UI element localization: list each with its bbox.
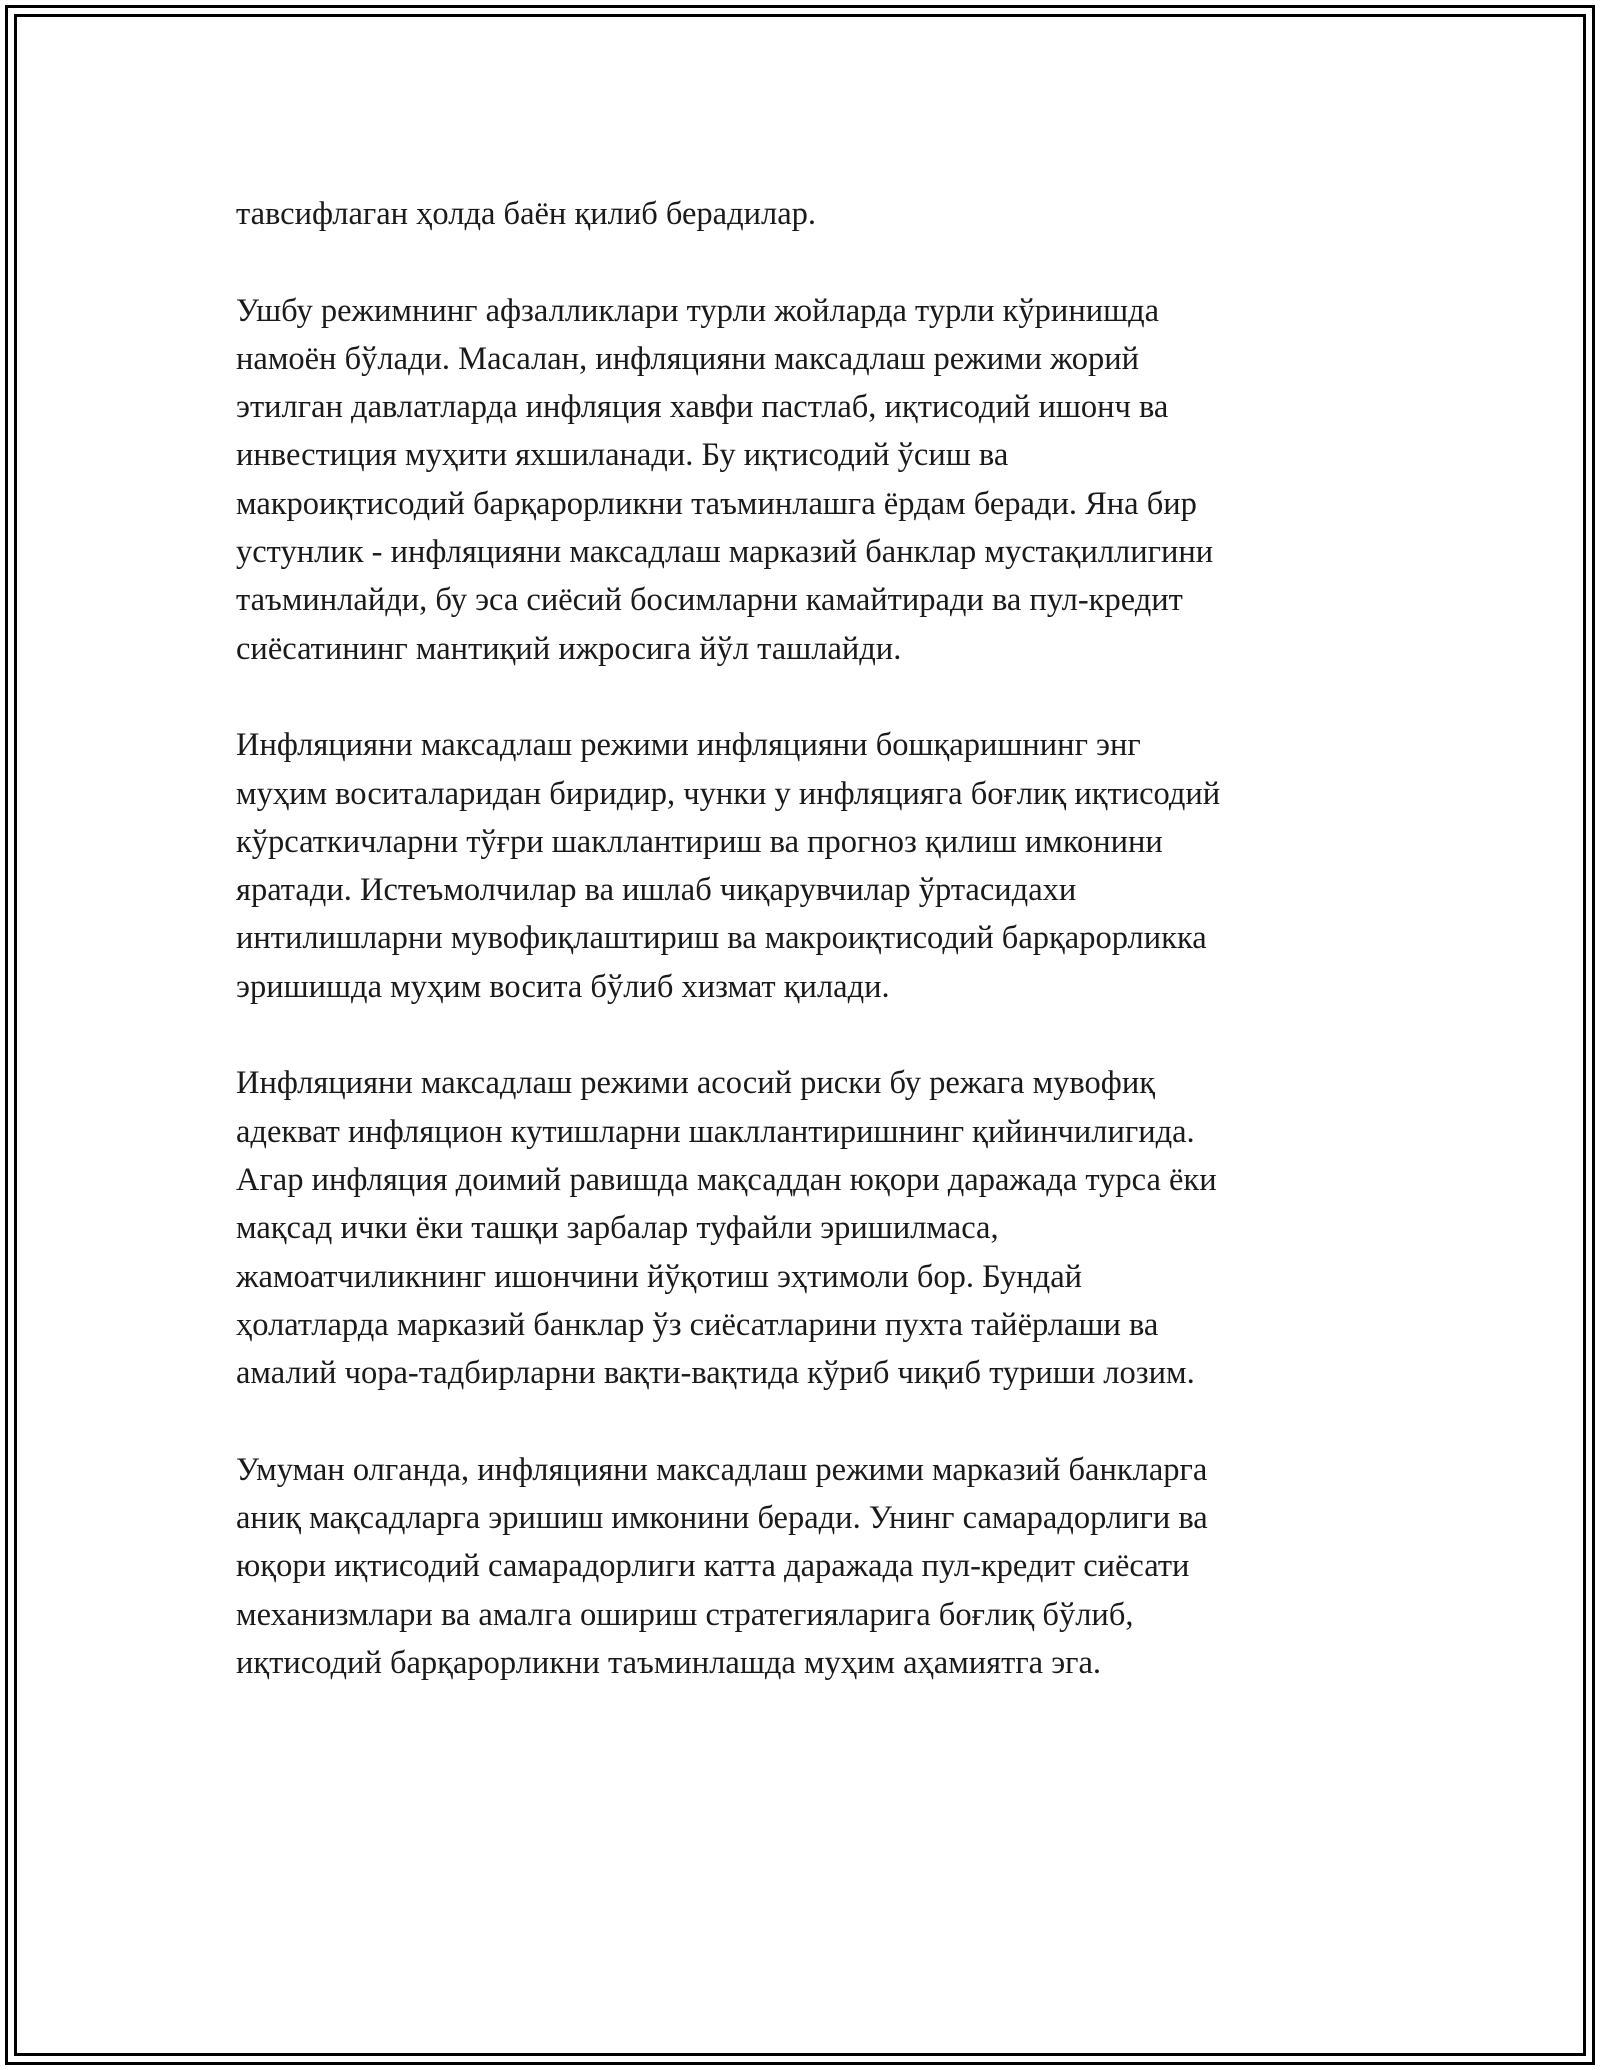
text-line: механизмлари ва амалга ошириш стратегияларига боғлиқ бўлиб, [236,1596,1134,1633]
text-line: Ушбу режимнинг афзалликлари турли жойларда турли кўринишда [236,292,1160,329]
text-line: Инфляцияни максадлаш режими инфляцияни бошқаришнинг энг [236,727,1141,764]
text-line: аниқ мақсадларга эришиш имконини беради. Унинг самарадорлиги ва [236,1500,1208,1537]
text-line: кўрсаткичларни тўғри шакллантириш ва прогноз қилиш имконини [236,823,1163,860]
text-line: юқори иқтисодий самарадорлиги катта даражада пул-кредит сиёсати [236,1548,1190,1585]
text-line: Умуман олганда, инфляцияни максадлаш режими марказий банкларга [236,1451,1208,1488]
text-line: муҳим воситаларидан биридир, чунки у инфляцияга боғлиқ иқтисодий [236,775,1221,812]
paragraph [236,1059,1366,1397]
text-line: адекват инфляцион кутишларни шакллантиришнинг қийинчилигида. [236,1113,1195,1150]
paragraph [236,287,1366,673]
paragraph [236,721,1366,1011]
text-line: этилган давлатларда инфляция хавфи пастлаб, иқтисодий ишонч ва [236,389,1169,426]
text-line: иқтисодий барқарорликни таъминлашда муҳим аҳамиятга эга. [236,1644,1102,1681]
text-line: жамоатчиликнинг ишончини йўқотиш эҳтимоли бор. Бундай [236,1258,1083,1295]
text-line: сиёсатининг мантиқий ижросига йўл ташлайди. [236,630,902,667]
text-line: инвестиция муҳити яхшиланади. Бу иқтисодий ўсиш ва [236,437,1009,474]
paragraph [236,1446,1366,1687]
text-line: макроиқтисодий барқарорликни таъминлашга ёрдам беради. Яна бир [236,485,1197,522]
text-line: Агар инфляция доимий равишда мақсаддан юқори даражада турса ёки [236,1161,1217,1198]
text-line: амалий чора-тадбирларни вақти-вақтида кўриб чиқиб туриши лозим. [236,1355,1195,1392]
text-line: таъминлайди, бу эса сиёсий босимларни камайтиради ва пул-кредит [236,582,1183,619]
paragraph [236,190,1366,238]
document-body [236,190,1366,1736]
text-line: ҳолатларда марказий банклар ўз сиёсатларини пухта тайёрлаши ва [236,1306,1159,1343]
text-line: эришишда муҳим восита бўлиб хизмат қилади. [236,968,890,1005]
text-line: интилишларни мувофиқлаштириш ва макроиқтисодий барқарорликка [236,920,1207,957]
text-line: устунлик - инфляцияни максадлаш марказий банклар мустақиллигини [236,534,1214,571]
text-line: яратади. Истеъмолчилар ва ишлаб чиқарувчилар ўртасидахи [236,872,1077,909]
text-line: тавсифлаган ҳолда баён қилиб берадилар. [236,196,817,232]
text-line: намоён бўлади. Масалан, инфляцияни максадлаш режими жорий [236,340,1140,377]
text-line: мақсад ички ёки ташқи зарбалар туфайли эришилмаса, [236,1210,999,1247]
text-line: Инфляцияни максадлаш режими асосий риски бу режага мувофиқ [236,1065,1156,1102]
